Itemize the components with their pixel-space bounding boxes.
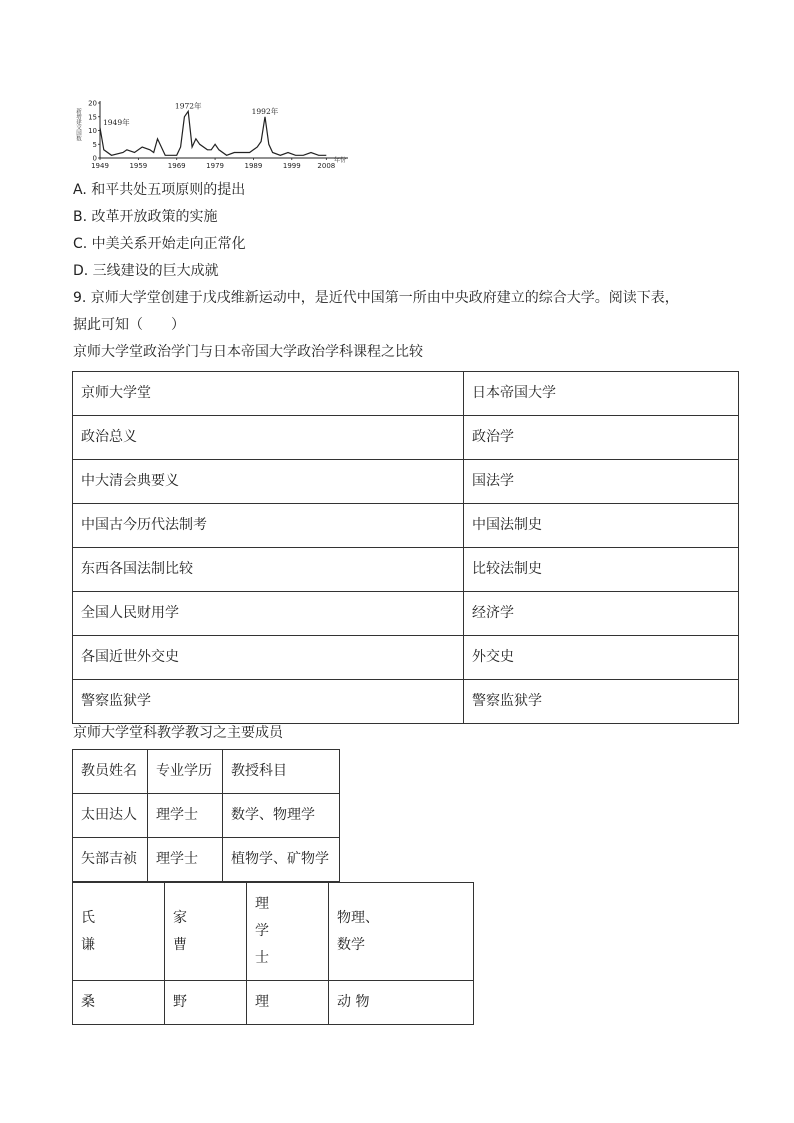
y-tick-label: 10 xyxy=(88,127,97,135)
table-cell xyxy=(165,981,247,1025)
cell-text: 太田达人 xyxy=(81,807,137,823)
cell-text: 警察监狱学 xyxy=(472,693,542,709)
table-cell xyxy=(247,981,329,1025)
table-cell xyxy=(73,750,148,794)
cell-text: 政治学 xyxy=(472,429,514,445)
cell-text: 氏 谦 xyxy=(81,909,95,953)
annotation-label: 1949年 xyxy=(103,117,130,127)
question-9-prompt: 据此可知（ ） xyxy=(73,317,185,333)
option-b: B. 改革开放政策的实施 xyxy=(73,209,218,225)
table-row xyxy=(73,636,739,680)
y-tick-label: 20 xyxy=(88,99,97,108)
table-cell xyxy=(329,883,474,981)
diplomatic-relations-line-chart xyxy=(72,96,362,176)
cell-text: 国法学 xyxy=(472,473,514,489)
y-tick-label: 5 xyxy=(92,140,97,149)
teaching-staff-table-continued xyxy=(72,882,474,1025)
cell-text: 警察监狱学 xyxy=(81,693,151,709)
table-cell xyxy=(223,750,340,794)
table-row xyxy=(73,548,739,592)
table-cell xyxy=(73,416,464,460)
table-cell xyxy=(148,838,223,882)
x-tick-label: 1989 xyxy=(244,162,263,170)
cell-text: 理 学 士 xyxy=(255,896,269,966)
table-cell xyxy=(329,981,474,1025)
cell-text: 各国近世外交史 xyxy=(81,649,179,665)
cell-text: 矢部吉祯 xyxy=(81,851,137,867)
table-cell xyxy=(464,504,739,548)
table-cell xyxy=(148,750,223,794)
cell-text: 中国法制史 xyxy=(472,517,542,533)
cell-text: 家 曹 xyxy=(173,909,187,953)
cell-text: 专业学历 xyxy=(156,763,212,779)
table-cell xyxy=(464,416,739,460)
x-axis-label: 年份 xyxy=(334,157,347,164)
x-tick-label: 1949 xyxy=(91,162,109,170)
table-cell xyxy=(73,460,464,504)
table-cell xyxy=(464,592,739,636)
cell-text: 全国人民财用学 xyxy=(81,605,179,621)
cell-text: 中国古今历代法制考 xyxy=(81,517,207,533)
table-cell xyxy=(73,883,165,981)
table-cell xyxy=(73,548,464,592)
cell-text: 教员姓名 xyxy=(81,763,137,779)
table-cell xyxy=(73,592,464,636)
table1-caption: 京师大学堂政治学门与日本帝国大学政治学科课程之比较 xyxy=(73,344,423,360)
table-cell xyxy=(73,794,148,838)
cell-text: 植物学、矿物学 xyxy=(231,851,329,867)
cell-text: 外交史 xyxy=(472,649,514,665)
table-cell xyxy=(247,883,329,981)
table-cell xyxy=(73,372,464,416)
annotation-label: 1992年 xyxy=(251,106,279,116)
table-row xyxy=(73,460,739,504)
table-cell xyxy=(464,548,739,592)
table-row xyxy=(73,838,340,882)
cell-text: 理学士 xyxy=(156,807,198,823)
table-row xyxy=(73,592,739,636)
cell-text: 东西各国法制比较 xyxy=(81,561,193,577)
cell-text: 数学、物理学 xyxy=(231,807,315,823)
y-tick-label: 15 xyxy=(88,113,97,122)
question-9-text: 9. 京师大学堂创建于戊戌维新运动中，是近代中国第一所由中央政府建立的综合大学。阅读下表， xyxy=(73,290,679,306)
table-cell xyxy=(73,680,464,724)
y-tick-label: 0 xyxy=(92,154,97,163)
table-row xyxy=(73,504,739,548)
table2-caption: 京师大学堂科教学教习之主要成员 xyxy=(73,725,283,741)
table-cell xyxy=(223,838,340,882)
table-row xyxy=(73,750,340,794)
table-row xyxy=(73,416,739,460)
option-d: D. 三线建设的巨大成就 xyxy=(73,263,219,279)
cell-text: 京师大学堂 xyxy=(81,385,151,401)
table-cell xyxy=(464,680,739,724)
option-c: C. 中美关系开始走向正常化 xyxy=(73,236,246,252)
x-tick-label: 1959 xyxy=(129,162,148,170)
table-row xyxy=(73,372,739,416)
cell-text: 政治总义 xyxy=(81,429,137,445)
cell-text: 比较法制史 xyxy=(472,561,542,577)
x-tick-label: 1999 xyxy=(282,162,301,170)
cell-text: 桑 xyxy=(81,994,95,1010)
cell-text: 动 物 xyxy=(337,994,370,1010)
cell-text: 理学士 xyxy=(156,851,198,867)
cell-text: 日本帝国大学 xyxy=(472,385,556,401)
cell-text: 中大清会典要义 xyxy=(81,473,179,489)
table-cell xyxy=(464,636,739,680)
y-axis-label: 新增建交国数 xyxy=(75,108,81,141)
teaching-staff-table xyxy=(72,749,340,882)
table-cell xyxy=(73,838,148,882)
option-a: A. 和平共处五项原则的提出 xyxy=(73,182,246,198)
cell-text: 教授科目 xyxy=(231,763,287,779)
cell-text: 理 xyxy=(255,994,269,1010)
curriculum-comparison-table xyxy=(72,371,739,724)
x-tick-label: 1969 xyxy=(167,162,186,170)
table-row xyxy=(73,883,474,981)
chart-series-line xyxy=(100,111,326,155)
table-cell xyxy=(73,636,464,680)
annotation-label: 1972年 xyxy=(174,101,202,111)
table-row xyxy=(73,680,739,724)
table-cell xyxy=(73,981,165,1025)
table-cell xyxy=(464,372,739,416)
cell-text: 野 xyxy=(173,994,187,1010)
table-cell xyxy=(464,460,739,504)
table-row xyxy=(73,794,340,838)
table-row xyxy=(73,981,474,1025)
x-tick-label: 1979 xyxy=(206,162,224,170)
table-cell xyxy=(223,794,340,838)
cell-text: 物理、 数学 xyxy=(337,909,379,953)
table-cell xyxy=(148,794,223,838)
x-tick-label: 2008 xyxy=(317,162,336,170)
table-cell xyxy=(73,504,464,548)
table-cell xyxy=(165,883,247,981)
cell-text: 经济学 xyxy=(472,605,514,621)
